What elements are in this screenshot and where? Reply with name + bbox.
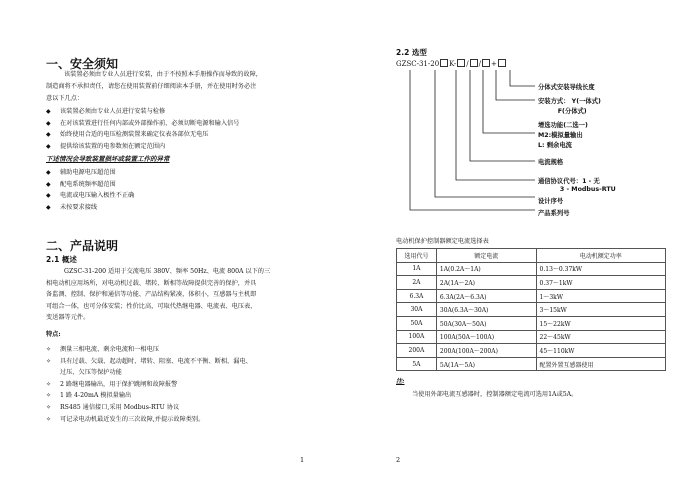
list-item: ✧ 具有过载、欠载、起动超时、堵转、阻塞、电流不平衡、断相、漏电、 [46, 356, 336, 368]
annotation: 分体式安装导线长度 [538, 84, 595, 91]
list-item: ✧ 1 路 4-20mA 模拟量输出 [46, 390, 336, 402]
safety-list [46, 106, 336, 152]
diamond-bullet-icon: ◆ [46, 169, 51, 176]
annotation: 电流规格 [538, 159, 564, 166]
overview-line: 变送器等元件。 [46, 314, 90, 322]
list-item: ◆ 配电系统频率超范围 [46, 179, 336, 191]
table-caption: 电动机保护控制器额定电流选择表 [396, 238, 489, 245]
overview-line: 相电动机应用场所，对电动机过载、堵转、断相等故障提供完善的保护，并具 [46, 279, 257, 287]
warning-heading: 下述情况会导致装置损坏或装置工作的异常 [46, 155, 170, 163]
overview-line: GZSC-31-200 适用于交流电压 380V、频率 50Hz、电流 800A 以下的三 [64, 268, 271, 275]
list-item: ✧ 2 路继电器输出，用于保护跳闸和故障报警 [46, 379, 336, 391]
table-header-row [397, 249, 666, 263]
page-number: 2 [396, 456, 401, 464]
diamond-bullet-icon: ◆ [46, 142, 51, 150]
diamond-outline-bullet-icon: ✧ [46, 357, 52, 365]
annotation: 设计序号 [538, 198, 564, 205]
annotation: 增选功能(二选一) [538, 122, 588, 129]
table-row: 50A 50A(30A～50A) 15～22kW [397, 316, 666, 330]
column-header: 电动机额定功率 [536, 249, 665, 263]
features-label: 特点: [46, 331, 61, 338]
diamond-bullet-icon: ◆ [46, 131, 51, 139]
section2-title: 二、产品说明 [46, 239, 119, 253]
diamond-outline-bullet-icon: ✧ [46, 346, 52, 353]
right-page [350, 0, 700, 495]
diamond-bullet-icon: ◆ [46, 192, 51, 200]
diamond-outline-bullet-icon: ✧ [46, 380, 52, 388]
annotation: 通信协议代号：1 - 无 [538, 178, 600, 185]
list-item: 过压、欠压等保护功能 [60, 369, 122, 377]
list-item: ✧ RS485 通信接口,采用 Modbus-RTU 协议 [46, 402, 336, 414]
intro-paragraph [46, 69, 336, 105]
annotation: F(分体式) [538, 108, 587, 115]
column-header: 额定电流 [436, 249, 536, 263]
annotation: 安装方式： Y(一体式) [538, 98, 601, 105]
diamond-outline-bullet-icon: ✧ [46, 392, 52, 400]
overview-line: 可组合一体，也可分体安装；性价比高，可取代热继电器、电流表、电压表、 [46, 302, 257, 310]
list-item: ✧ 测量三相电流、剩余电流和一相电压 [46, 344, 336, 356]
list-item: ◆ 电流或电压输入极性不正确 [46, 190, 336, 202]
table-row: 6.3A 6.3A(2A～6.3A) 1～3kW [397, 289, 666, 303]
model-code: GZSC-31-20 K- / / + [396, 59, 507, 68]
intro-line: 意以下几点： [46, 95, 84, 102]
table-row: 200A 200A(100A～200A) 45～110kW [397, 344, 666, 358]
table-row: 100A 100A(50A～100A) 22～45kW [397, 330, 666, 344]
overview-title: 2.1 概述 [46, 255, 77, 264]
diamond-bullet-icon: ◆ [46, 180, 51, 188]
column-header: 选用代号 [397, 249, 437, 263]
selection-title: 2.2 选型 [396, 48, 427, 57]
intro-line: 制造商将不承担责任，请您在使用装置前仔细阅读本手册，并在使用时务必注 [46, 83, 257, 90]
section1-title: 一、安全须知 [46, 57, 119, 71]
diamond-outline-bullet-icon: ✧ [46, 403, 52, 411]
model-code-leader-lines [350, 0, 700, 230]
page-number: 1 [300, 456, 305, 464]
diamond-bullet-icon: ◆ [46, 108, 51, 115]
diamond-bullet-icon: ◆ [46, 119, 51, 127]
table-row: 5A 5A(1A～5A) 配置外置互感器使用 [397, 357, 666, 371]
annotation: L: 剩余电流 [538, 142, 572, 149]
current-selection-table [396, 248, 666, 371]
table-row: 1A 1A(0.2A～1A) 0.13～0.37kW [397, 262, 666, 276]
code-prefix: GZSC-31-20 [396, 60, 440, 68]
note-label: 注: [396, 378, 405, 385]
annotation: 3 - Modbus-RTU [538, 186, 616, 193]
list-item: ◆ 始终使用合适的电压检测装置来确定仪表各部位无电压 [46, 129, 336, 141]
overview-paragraph [46, 266, 336, 324]
list-item: ◆ 在对该装置进行任何内部或外部操作前，必须切断电源和输入信号 [46, 118, 336, 130]
list-item: ◆ 辅助电源电压超范围 [46, 167, 336, 179]
list-item: ✧ 可记录电动机最近发生的三次故障,并提示故障类别。 [46, 414, 336, 426]
diamond-bullet-icon: ◆ [46, 203, 51, 211]
diamond-outline-bullet-icon: ✧ [46, 415, 52, 423]
table-row: 30A 30A(6.3A～30A) 3～15kW [397, 303, 666, 317]
note-text: 当使用外部电流互感器时，控制器额定电流可选用1A或5A。 [412, 391, 578, 398]
list-item: ◆ 提供给该装置的电参数须在额定范围内 [46, 141, 336, 153]
list-item: ◆ 该装置必须由专业人员进行安装与检修 [46, 106, 336, 118]
list-item: ◆ 未按要求接线 [46, 202, 336, 214]
table-row: 2A 2A(1A～2A) 0.37～1kW [397, 276, 666, 290]
intro-line: 该装置必须由专业人员进行安装，由于不按照本手册操作而导致的故障， [64, 71, 262, 78]
warning-list [46, 167, 336, 213]
annotation: M2:模拟量输出 [538, 132, 583, 139]
annotation: 产品系列号 [538, 210, 570, 217]
features-list [46, 344, 336, 425]
overview-line: 备监测、控制、保护和通信等功能、产品结构紧凑，体积小，互感器与主机即 [46, 291, 257, 299]
